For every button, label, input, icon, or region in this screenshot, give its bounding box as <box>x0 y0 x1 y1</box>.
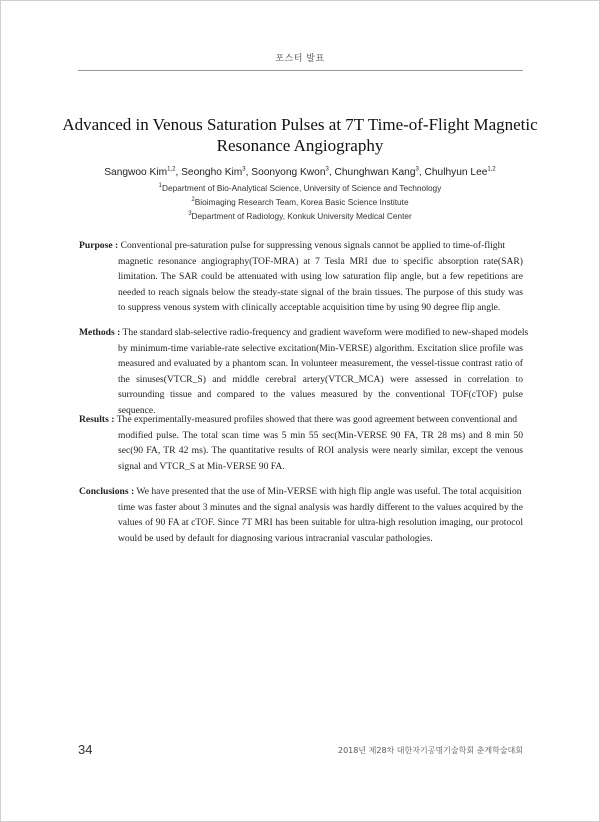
author-affiliation-mark: 3 <box>325 166 329 173</box>
title-line-1: Advanced in Venous Saturation Pulses at 7T Time-of-Flight Magnetic <box>62 115 538 134</box>
affiliation-text: Bioimaging Research Team, Korea Basic Science Institute <box>194 197 409 207</box>
results-first-line: The experimentally-measured profiles showed that there was good agreement between conventional and <box>116 414 518 425</box>
page-number: 34 <box>78 742 93 757</box>
running-header: 포스터 발표 <box>275 54 325 64</box>
affiliation-number: 2 <box>191 197 195 204</box>
author-affiliation-mark: 3 <box>415 166 419 173</box>
author: Soonyong Kwon <box>251 167 326 178</box>
affiliation <box>40 211 560 221</box>
section-label-results: Results : <box>79 414 115 425</box>
affiliation <box>40 197 560 207</box>
author-affiliation-mark: 1,2 <box>487 166 496 173</box>
conclusions-body: time was faster about 3 minutes and the signal analysis was hardly different to the values acquired by the values of 90 FA at cTOF. Since 7T MRI has been suitable for ultra-high resolution imaging, our protocol would be used by default for diagnosing various intracranial vascular pathologies. <box>118 501 523 544</box>
conclusions-first-line: We have presented that the use of Min-VERSE with high flip angle was useful. The total acquisition <box>136 486 522 497</box>
affiliation <box>40 183 560 193</box>
methods-body: by minimum-time variable-rate selective excitation(Min-VERSE) algorithm. Excitation slice profile was measured and evaluated by a phantom scan. In volunteer measurement, the vessel-tissue contrast ratio of the sinuses(VTCR_S) and middle cerebral artery(VTCR_MCA) were assessed in correlation to surrounding tissue and compared to the values measured by the conventional TOF(cTOF) pulse sequence. <box>118 342 523 416</box>
author-affiliation-mark: 1,2 <box>167 166 176 173</box>
section-label-purpose: Purpose : <box>79 240 119 251</box>
affiliation-text: Department of Bio-Analytical Science, University of Science and Technology <box>162 183 442 193</box>
results-section <box>79 412 523 474</box>
methods-first-line: The standard slab-selective radio-frequency and gradient waveform were modified to new-shaped models <box>122 327 529 338</box>
author: Chulhyun Lee <box>424 167 488 178</box>
methods-section <box>79 325 529 419</box>
author: Sangwoo Kim <box>104 167 168 178</box>
paper-title <box>60 114 540 156</box>
purpose-body: magnetic resonance angiography(TOF-MRA) at 7 Tesla MRI due to specific absorption rate(SAR) limitation. The SAR could be attenuated with using low saturation flip angle, but a few repetitions are needed to reach signals below the steady-state signal of the brain tissues. The purpose of this study was to suppress venous system with clinically acceptable acquisition time by using 90 degree flip angle. <box>118 255 523 314</box>
purpose-section <box>79 238 523 316</box>
results-body: modified pulse. The total scan time was 5 min 55 sec(Min-VERSE 90 FA, TR 28 ms) and 8 min 50 sec(90 FA, TR 42 ms). The quantitative results of ROI analysis were nearly similar, except the venous signal and VTCR_S at Min-VERSE 90 FA. <box>118 429 523 472</box>
affiliation-text: Department of Radiology, Konkuk University Medical Center <box>191 211 412 221</box>
author-list: Sangwoo Kim$^{1,2}$, Seongho Kim$^3$, Soonyong Kwon$^3$, Chunghwan Kang$^3$, Chulhyun Lee$^{1,2}$ <box>104 166 496 178</box>
author: Seongho Kim <box>181 167 243 178</box>
header-rule <box>78 70 523 71</box>
affiliation-number: 3 <box>188 211 192 218</box>
title-line-2: Resonance Angiography <box>216 136 384 155</box>
author: Chunghwan Kang <box>334 167 416 178</box>
conclusions-section <box>79 484 523 546</box>
conference-name: 2018년 제28차 대한자기공명기술학회 춘계학술대회 <box>338 746 523 755</box>
affiliation-number: 1 <box>158 183 162 190</box>
section-label-conclusions: Conclusions : <box>79 486 135 497</box>
purpose-first-line: Conventional pre-saturation pulse for suppressing venous signals cannot be applied to time-of-flight <box>120 240 506 251</box>
section-label-methods: Methods : <box>79 327 121 338</box>
author-affiliation-mark: 3 <box>242 166 246 173</box>
